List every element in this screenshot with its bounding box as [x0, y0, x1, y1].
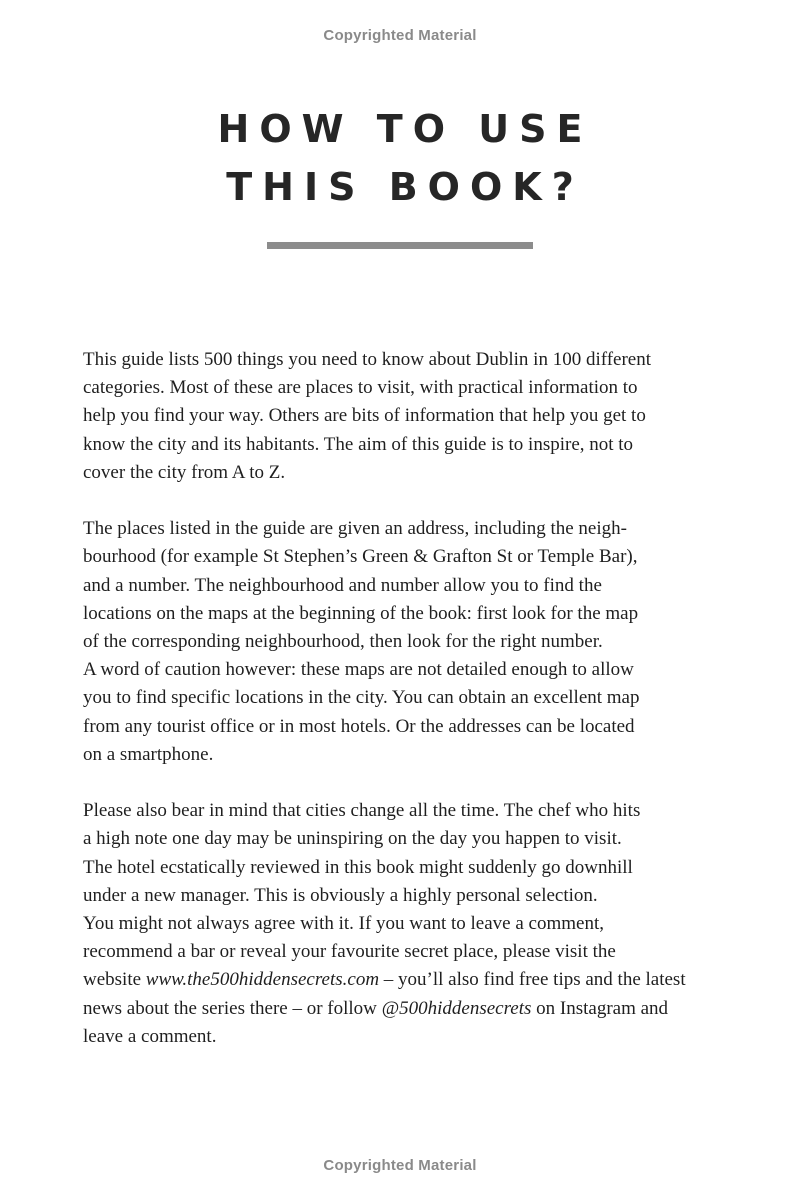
text-line: bourhood (for example St Stephen’s Green & Grafton St or Temple Bar), [83, 546, 638, 568]
text-line: You might not always agree with it. If you want to leave a comment, [83, 913, 604, 935]
text-line [83, 995, 723, 1023]
text-line: from any tourist office or in most hotels. Or the addresses can be located [83, 715, 635, 737]
website-link: www.the500hiddensecrets.com [145, 969, 380, 991]
paragraph-intro [83, 346, 723, 487]
copyright-watermark-top: Copyrighted Material [323, 27, 477, 44]
text-line: a high note one day may be uninspiring on the day you happen to visit. [83, 828, 622, 850]
page-title [0, 100, 800, 216]
text-line: of the corresponding neighbourhood, then look for the right number. [83, 631, 603, 653]
text-line: and a number. The neighbourhood and number allow you to find the [83, 574, 602, 596]
text-line: locations on the maps at the beginning of the book: first look for the map [83, 602, 639, 624]
body-text [83, 346, 723, 1051]
text-line: categories. Most of these are places to visit, with practical information to [83, 377, 638, 399]
text-line: The hotel ecstatically reviewed in this book might suddenly go downhill [83, 856, 633, 878]
text-line: you to find specific locations in the city. You can obtain an excellent map [83, 687, 640, 709]
text-fragment: news about the series there – or follow [83, 997, 382, 1019]
text-line: help you find your way. Others are bits of information that help you get to [83, 405, 646, 427]
text-line: under a new manager. This is obviously a highly personal selection. [83, 884, 598, 906]
paragraph-maps [83, 515, 723, 769]
text-line: leave a comment. [83, 1025, 217, 1047]
text-line: on a smartphone. [83, 743, 214, 765]
title-divider [267, 242, 533, 249]
text-line: A word of caution however: these maps are not detailed enough to allow [83, 659, 634, 681]
text-line: know the city and its habitants. The aim of this guide is to inspire, not to [83, 433, 634, 455]
text-line: Please also bear in mind that cities change all the time. The chef who hits [83, 800, 641, 822]
text-line [83, 966, 723, 994]
page-title-line-2: THIS BOOK? [226, 165, 584, 209]
instagram-handle: @500hiddensecrets [381, 997, 532, 1019]
text-line: cover the city from A to Z. [83, 461, 286, 483]
page-title-line-1: HOW TO USE [217, 107, 593, 151]
text-fragment: website [83, 969, 146, 991]
text-line: recommend a bar or reveal your favourite secret place, please visit the [83, 941, 616, 963]
copyright-watermark-bottom: Copyrighted Material [323, 1157, 477, 1174]
paragraph-disclaimer [83, 797, 723, 1051]
text-line: This guide lists 500 things you need to know about Dublin in 100 different [83, 349, 652, 370]
text-line: The places listed in the guide are given an address, including the neigh- [83, 518, 627, 540]
text-fragment: on Instagram and [531, 997, 669, 1019]
text-fragment: – you’ll also find free tips and the latest [379, 969, 686, 991]
